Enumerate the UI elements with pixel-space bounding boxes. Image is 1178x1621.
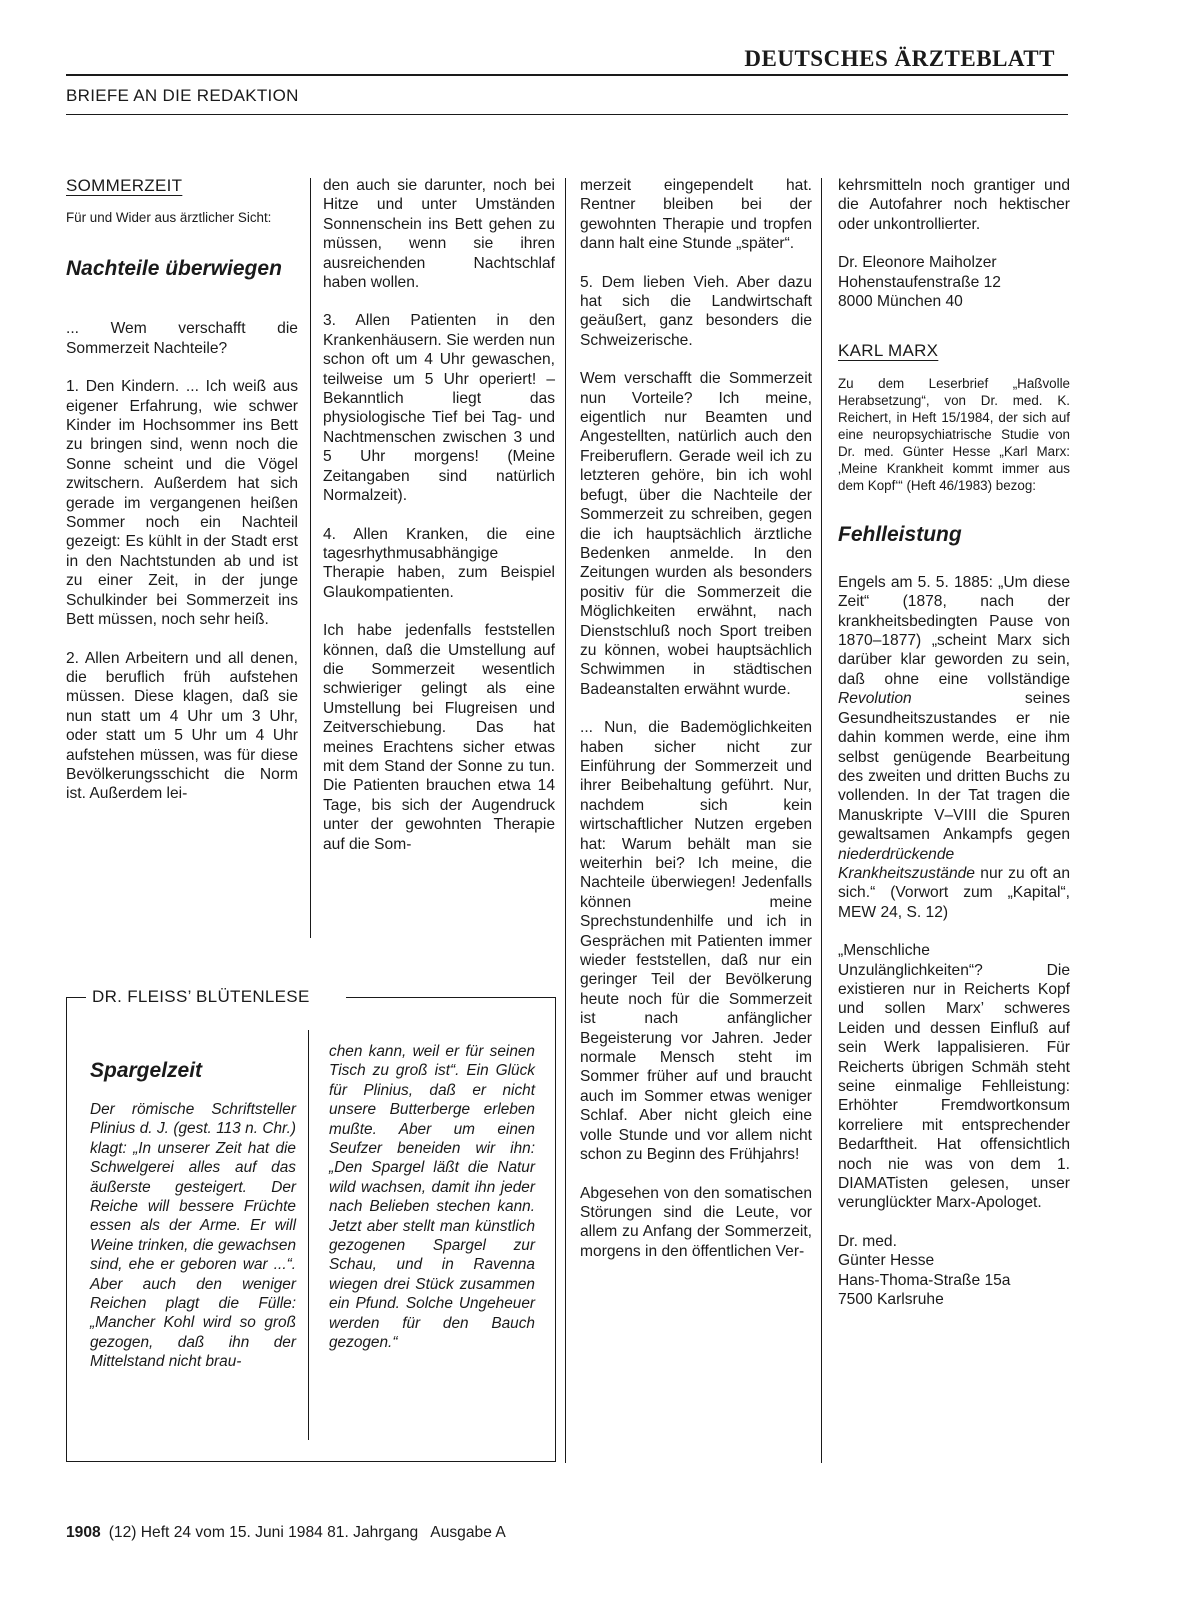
box-column-1	[90, 1100, 296, 1372]
letter1-signature	[838, 253, 1070, 311]
letter1-paragraph: 4. Allen Kranken, die eine tagesrhythmusabhängige Therapie haben, zum Beispiel Glaukompatienten.	[323, 525, 555, 601]
letter1-paragraph: Abgesehen von den somatischen Störungen sind die Leute, vor allem zu Anfang der Sommerzeit, morgens in den öffentlichen Ver-	[580, 1184, 812, 1260]
box-text: chen kann, weil er für seinen Tisch zu groß ist“. Ein Glück für Plinius, daß er nicht unsere Butterberge erleben mußte. Aber um einen Seufzer beneiden wir ihn: „Den Spargel läßt die Natur wild wachsen, damit ihn jeder nach Belieben stechen kann. Jetzt aber stellt man künstlich gezogenen Spargel zur Schau, und in Ravenna wiegen drei Stück zusammen ein Pfund. Solche Ungeheuer werden für den Bauch gezogen.“	[329, 1043, 535, 1352]
column-divider-1	[310, 178, 311, 938]
header-rule-top	[66, 74, 1068, 76]
column-2	[323, 176, 555, 854]
letter1-paragraph: Wem verschafft die Sommerzeit nun Vorteile? Ich meine, eigentlich nur Beamten und Angestellten, natürlich auch den Freiberuflern. Gerade weil ich zu letzteren gehöre, bin ich wohl befugt, über die Nachteile der Sommerzeit zu schreiben, gegen die ich hauptsächlich ärztliche Bedenken anmelde. In den Zeitungen wurden als besonders positiv für die Sommerzeit die Möglichkeiten erwähnt, nach Dienstschluß noch Sport treiben zu können, wobei hauptsächlich Schwimmen in städtischen Badeanstalten erwähnt wurde.	[580, 370, 812, 698]
column-3	[580, 176, 812, 1261]
letter1-paragraph: den auch sie darunter, noch bei Hitze und unter Umständen Sonnenschein ins Bett gehen zu müssen, wenn sie ihren ausreichenden Nachtschlaf haben wollen.	[323, 177, 555, 292]
box-headline: Spargelzeit	[90, 1059, 203, 1082]
page-number: 1908	[66, 1524, 101, 1541]
letter1-paragraph: 2. Allen Arbeitern und all denen, die beruflich früh aufstehen müssen. Diese klagen, daß sie nun statt um 4 Uhr um 3 Uhr, oder statt um 5 Uhr um 4 Uhr aufstehen müssen, was für diese Bevölkerungsschicht die Norm ist. Außerdem lei-	[66, 649, 298, 803]
box-column-2	[329, 1042, 535, 1353]
column-divider-2	[565, 178, 566, 1463]
letter1-subtitle: Für und Wider aus ärztlicher Sicht:	[66, 210, 272, 226]
column-1	[66, 176, 298, 804]
letter1-paragraph: 5. Dem lieben Vieh. Aber dazu hat sich die Landwirtschaft geäußert, ganz besonders die Schweizerische.	[580, 273, 812, 349]
letter2-paragraph	[838, 573, 1070, 922]
box-text: Der römische Schriftsteller Plinius d. J. (gest. 113 n. Chr.) klagt: „In unserer Zeit hat die Schwelgerei alles auf das äußerste gesteigert. Der Reiche will bessere Früchte essen als der Arme. Er will Weine trinken, die gewachsen sind, ehe er geboren war ...“. Aber auch den weniger Reichen plagt die Fülle: „Mancher Kohl wird so groß gezogen, daß ihn der Mittelstand nicht brau-	[90, 1101, 296, 1371]
letter2-signature	[838, 1232, 1070, 1310]
letter1-paragraph: ... Nun, die Bademöglichkeiten haben sicher nicht zur Einführung der Sommerzeit und ihrer Beibehaltung geführt. Nur, nachdem sich kein wirtschaftlicher Nutzen ergeben hat: Warum behält man sie weiterhin bei? Ich meine, die Nachteile überwiegen! Jedenfalls können meine Sprechstundenhilfe und ich in Gesprächen mit Patienten immer wieder feststellen, daß nur ein geringer Teil der Bevölkerung heute noch für die Sommerzeit ist nach anfänglicher Begeisterung vor Jahren. Jeder normale Mensch steht im Sommer früher auf und braucht auch im Sommer etwas weniger Schlaf. Aber nicht gleich eine volle Stunde und vor allem nicht schon zu Beginn des Frühjahrs!	[580, 719, 812, 1164]
letter2-emphasis: niederdrückende Krankheitszustände	[838, 845, 975, 882]
letter2-subtitle: Zu dem Leserbrief „Haßvolle Herabsetzung“, von Dr. med. K. Reichert, in Heft 15/1984, der sich auf eine neuropsychiatrische Studie von Dr. med. Günter Hesse „Karl Marx: ‚Meine Krankheit kommt immer aus dem Kopf‘“ (Heft 46/1983) bezog:	[838, 375, 1070, 493]
column-divider-3	[821, 178, 822, 1463]
box-column-divider	[308, 1030, 309, 1440]
box-title: DR. FLEISS’ BLÜTENLESE	[92, 987, 310, 1006]
signature-line: 8000 München 40	[838, 293, 963, 311]
letter1-paragraph: kehrsmitteln noch grantiger und die Autofahrer noch hektischer oder unkontrollierter.	[838, 177, 1070, 233]
letter2-emphasis: Revolution	[838, 690, 912, 708]
letter1-kicker: SOMMERZEIT	[66, 176, 183, 195]
box-top-rule	[346, 997, 555, 998]
letter2-text: nur zu oft an sich.“ (Vorwort zum „Kapital“, MEW 24, S. 12)	[838, 864, 1070, 921]
signature-line: Hohenstaufenstraße 12	[838, 273, 1001, 291]
letter2-text: seines Gesundheitszustandes er nie dahin kommen werde, eine ihm selbst genügende Bearbeitung des zweiten und dritten Buchs zu vollenden. In der Tat tragen die Manuskripte V–VIII die Spuren gewaltsamen Ankampfs gegen	[838, 690, 1070, 844]
masthead: DEUTSCHES ÄRZTEBLATT	[744, 46, 1055, 71]
signature-line: Dr. Eleonore Maiholzer	[838, 254, 997, 272]
letter1-paragraph: 3. Allen Patienten in den Krankenhäusern. Sie werden nun schon oft um 4 Uhr gewaschen, teilweise um 5 Uhr operiert! – Bekanntlich liegt das physiologische Tief bei Tag- und Nachtmenschen zwischen 3 und 5 Uhr morgens! (Meine Zeitangaben sind natürlich Normalzeit).	[323, 312, 555, 505]
signature-line: Hans-Thoma-Straße 15a	[838, 1271, 1011, 1289]
letter2-kicker: KARL MARX	[838, 341, 939, 361]
signature-line: Günter Hesse	[838, 1252, 935, 1270]
header-rule-bottom	[66, 114, 1068, 115]
letter2-text: Engels am 5. 5. 1885: „Um diese Zeit“ (1878, nach der krankheitsbedingten Pause von 1870–1877) „scheint Marx sich darüber klar geworden zu sein, daß ohne eine vollständige	[838, 573, 1070, 688]
letter1-paragraph: 1. Den Kindern. ... Ich weiß aus eigener Erfahrung, wie schwer Kinder im Hochsommer ins Bett zu bringen sind, wenn noch die Sonne scheint und die Vögel zwitschern. Außerdem hat sich gerade im vergangenen heißen Sommer noch ein Nachteil gezeigt: Es kühlt in der Stadt erst in den Nachtstunden ab und ist zu einer Zeit, in der junge Schulkinder bei Sommerzeit ins Bett müssen, noch sehr heiß.	[66, 378, 298, 629]
issue-info: (12) Heft 24 vom 15. Juni 1984 81. Jahrgang Ausgabe A	[108, 1524, 506, 1541]
signature-line: 7500 Karlsruhe	[838, 1291, 944, 1309]
signature-line: Dr. med.	[838, 1232, 897, 1250]
box-top-rule	[66, 997, 86, 998]
letter2-headline: Fehlleistung	[838, 522, 962, 546]
letter1-paragraph: ... Wem verschafft die Sommerzeit Nachteile?	[66, 320, 298, 357]
letter2-paragraph: „Menschliche Unzulänglichkeiten“? Die existieren nur in Reicherts Kopf und sollen Marx’ schweres Leiden und dessen Einfluß auf sein Werk lappalisieren. Für Reicherts übrigen Schmäh steht seine einmalige Fehlleistung: Erhöhter Fremdwortkonsum korreliere mit entsprechender Bedarftheit. Hat offensichtlich noch nie was von dem 1. DIAMATisten gelesen, unser verunglückter Marx-Apologet.	[838, 942, 1070, 1212]
column-4	[838, 176, 1070, 1309]
letter1-paragraph: Ich habe jedenfalls feststellen können, daß die Umstellung auf die Sommerzeit wesentlich schwieriger gelingt als eine Umstellung bei Flugreisen und Zeitverschiebung. Das hat meines Erachtens sicher etwas mit dem Stand der Sonne zu tun. Die Patienten brauchen etwa 14 Tage, bis sich der Augendruck unter der gewohnten Therapie auf die Som-	[323, 622, 555, 853]
letter1-headline: Nachteile überwiegen	[66, 257, 282, 281]
page-footer	[66, 1524, 506, 1542]
section-title: BRIEFE AN DIE REDAKTION	[66, 86, 299, 105]
letter1-paragraph: merzeit eingependelt hat. Rentner bleiben bei der gewohnten Therapie und tropfen dann halt eine Stunde „später“.	[580, 177, 812, 253]
